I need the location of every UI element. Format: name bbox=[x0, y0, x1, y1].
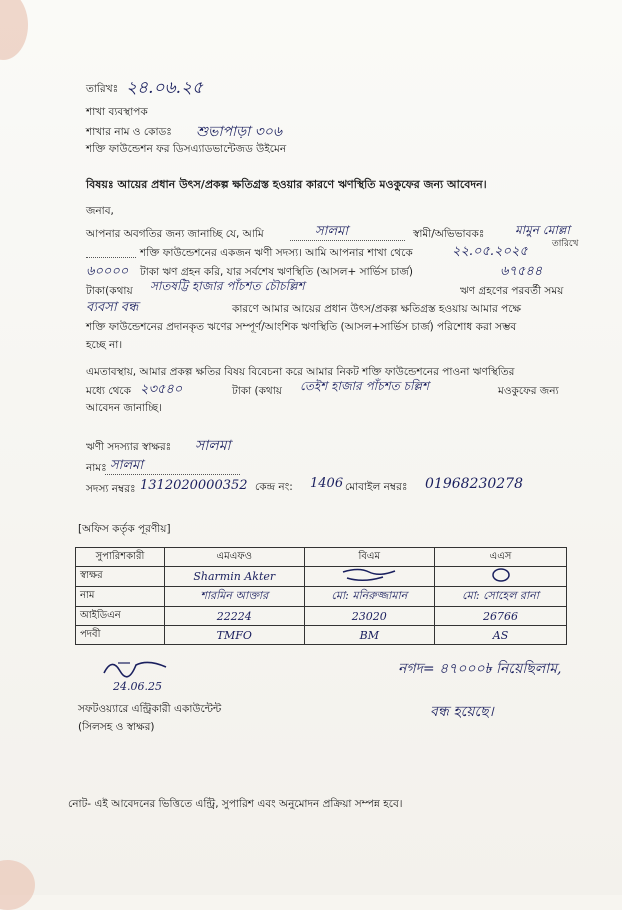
row-label-signature: স্বাক্ষর bbox=[76, 567, 165, 587]
mfo-name: শারমিন আক্তার bbox=[164, 587, 304, 607]
body-p1-e: টাকা ঋণ গ্রহন করি, যার সর্বশেষ ঋণস্থিতি (আসল+ সার্ভিস চার্জ) bbox=[140, 266, 413, 278]
loss-reason-fill: ব্যবসা বন্ধ bbox=[86, 300, 139, 315]
as-id: 26766 bbox=[435, 607, 567, 626]
subject-line: বিষয়ঃ আয়ের প্রধান উৎস/প্রকল্প ক্ষতিগ্রস্ত হওয়ার কারণে ঋণস্থিতি মওকুফের জন্য আবেদন। bbox=[86, 178, 487, 191]
accountant-sign-date: 24.06.25 bbox=[113, 680, 162, 693]
p1-leading-blank bbox=[86, 247, 136, 258]
accountant-title: সফটওয়্যারে এন্ট্রিকারী একাউন্টেন্ট bbox=[78, 703, 222, 715]
body-p2-c: টাকা (কথায় bbox=[232, 385, 282, 397]
waiver-amount-fill: ২৩৫৪০ bbox=[140, 382, 183, 397]
table-row-id bbox=[76, 607, 567, 626]
col-header-mfo: এমএফও bbox=[164, 548, 304, 567]
table-row-name bbox=[76, 587, 567, 607]
member-name-value: সালমা bbox=[110, 458, 144, 473]
member-signature-label: ঋণী সদস্যার স্বাক্ষরঃ bbox=[86, 441, 172, 453]
table-row-designation bbox=[76, 626, 567, 645]
body-p2-b: মধ্যে থেকে bbox=[86, 385, 131, 397]
balance-fill: ৬৭৫৪৪ bbox=[500, 264, 543, 279]
body-p2-e: আবেদন জানাচ্ছি। bbox=[86, 402, 162, 414]
body-p1-b: স্বামী/অভিভাবকঃ bbox=[413, 228, 485, 240]
branch-name-label: শাখার নাম ও কোডঃ bbox=[86, 126, 172, 138]
bm-id: 23020 bbox=[304, 607, 434, 626]
member-number-label: সদস্য নম্বরঃ bbox=[86, 483, 136, 495]
bm-name: মো: মনিরুজ্জামান bbox=[304, 587, 434, 607]
mobile-number-value: 01968230278 bbox=[425, 476, 523, 492]
handwritten-note-line-1: নগদ= ৪৭০০০৳ নিয়েছিলাম, bbox=[398, 661, 562, 677]
member-number-value: 1312020000352 bbox=[140, 478, 248, 493]
center-number-value: 1406 bbox=[310, 476, 344, 491]
member-name-blank bbox=[105, 464, 240, 475]
member-name-label: নামঃ bbox=[86, 462, 107, 474]
col-header-as: এএস bbox=[435, 548, 567, 567]
body-p1-a: আপনার অবগতির জন্য জানাচ্ছি যে, আমি bbox=[86, 228, 264, 240]
body-p1-g: ঋণ গ্রহণের পরবর্তী সময় bbox=[460, 285, 564, 297]
office-approval-table bbox=[75, 547, 567, 645]
row-label-id: আইডিএন bbox=[76, 607, 165, 626]
finger-shadow-bottom-left bbox=[0, 860, 35, 910]
body-p1-c: শক্তি ফাউন্ডেশনের একজন ঋণী সদস্য। আমি আপনার শাখা থেকে bbox=[140, 247, 413, 259]
table-row-signature bbox=[76, 567, 567, 587]
organization-line: শক্তি ফাউন্ডেশন ফর ডিসএ্যাডভান্টেজড উইমেন bbox=[86, 143, 287, 155]
bm-designation: BM bbox=[304, 626, 434, 645]
row-label-name: নাম bbox=[76, 587, 165, 607]
as-designation: AS bbox=[435, 626, 567, 645]
branch-name-value: শুভাপাড়া ৩০৬ bbox=[196, 124, 282, 140]
accountant-seal-note: (সিলসহ ও স্বাক্ষর) bbox=[78, 721, 155, 733]
footer-note: নোট- এই আবেদনের ভিত্তিতে এন্ট্রি, সুপারিশ এবং অনুমোদন প্রক্রিয়া সম্পন্ন হবে। bbox=[68, 798, 403, 810]
col-header-recommender: সুপারিশকারী bbox=[76, 548, 165, 567]
as-signature-scribble bbox=[486, 567, 516, 583]
office-caption: [অফিস কর্তৃক পূরণীয়] bbox=[78, 523, 171, 535]
as-signature bbox=[435, 567, 567, 587]
body-p1-j: হচ্ছে না। bbox=[86, 339, 123, 351]
branch-manager-line: শাখা ব্যবস্থাপক bbox=[86, 106, 148, 118]
bm-signature bbox=[304, 567, 434, 587]
salutation: জনাব, bbox=[86, 205, 114, 217]
finger-shadow-top-left bbox=[0, 0, 28, 60]
as-name: মো: সোহেল রানা bbox=[435, 587, 567, 607]
center-number-label: কেন্দ্র নং: bbox=[255, 481, 293, 493]
loan-date-fill: ২২.০৫.২০২৫ bbox=[452, 244, 528, 259]
body-p1-f: টাকা(কথায় bbox=[86, 285, 133, 297]
bm-signature-scribble bbox=[339, 567, 399, 583]
applicant-name-fill: সালমা bbox=[315, 224, 349, 239]
handwritten-note-line-2: বন্ধ হয়েছে। bbox=[430, 704, 494, 720]
col-header-bm: বিএম bbox=[304, 548, 434, 567]
balance-words-fill: সাতষট্টি হাজার পাঁচশত চৌচল্লিশ bbox=[150, 279, 305, 293]
body-p2-a: এমতাবস্থায়, আমার প্রকল্প ক্ষতির বিষয় বিবেচনা করে আমার নিকট শক্তি ফাউন্ডেশনের পাওনা ঋণস্থিতির bbox=[86, 366, 515, 378]
date-value: ২৪.০৬.২৫ bbox=[126, 78, 204, 98]
member-signature: সালমা bbox=[195, 438, 231, 454]
applicant-name-blank bbox=[290, 230, 405, 241]
mfo-signature: Sharmin Akter bbox=[164, 567, 304, 587]
body-p1-h: কারণে আমার আয়ের প্রধান উৎস/প্রকল্প ক্ষতিগ্রস্ত হওয়ায় আমার পক্ষে bbox=[232, 303, 521, 315]
mfo-id: 22224 bbox=[164, 607, 304, 626]
waiver-words-fill: তেইশ হাজার পাঁচশত চল্লিশ bbox=[300, 379, 430, 393]
body-p2-d: মওকুফের জন্য bbox=[498, 385, 559, 397]
body-p1-i: শক্তি ফাউন্ডেশনের প্রদানকৃত ঋণের সম্পূর্ণ/আংশিক ঋণস্থিতি (আসল+সার্ভিস চার্জ) পরিশোধ করা সম্ভব bbox=[86, 321, 517, 333]
body-p1-d: তারিখে bbox=[552, 239, 579, 249]
accountant-signature bbox=[100, 655, 170, 681]
row-label-designation: পদবী bbox=[76, 626, 165, 645]
loan-amount-fill: ৬০০০০ bbox=[86, 264, 129, 279]
table-header-row bbox=[76, 548, 567, 567]
mfo-designation: TMFO bbox=[164, 626, 304, 645]
guardian-name-fill: মামুন মোল্লা bbox=[515, 223, 570, 237]
date-label: তারিখঃ bbox=[86, 83, 119, 95]
mobile-number-label: মোবাইল নম্বরঃ bbox=[345, 481, 408, 493]
